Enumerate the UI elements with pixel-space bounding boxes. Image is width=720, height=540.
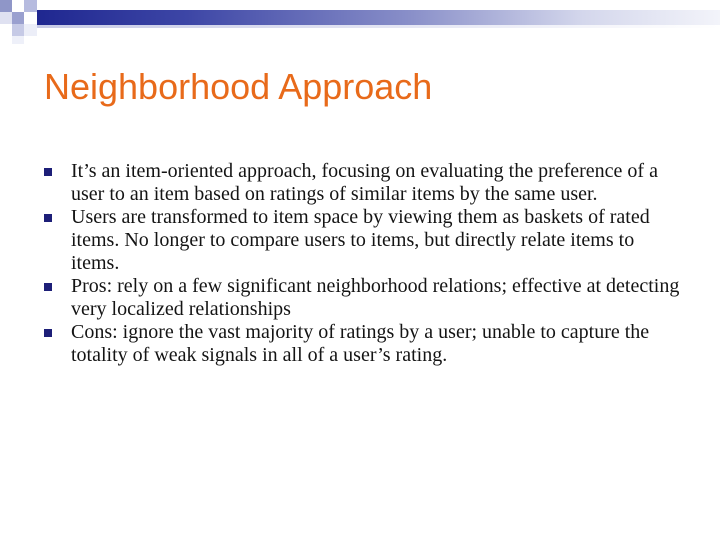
decorative-square [12,12,24,24]
decorative-square [24,24,37,36]
decorative-square [24,12,37,24]
bullet-item [44,160,684,206]
bullet-text: Users are transformed to item space by viewing them as baskets of rated items. No longer to compare users to items, but directly relate items to items. [71,206,650,274]
bullet-item [44,275,684,321]
decorative-square [0,0,12,12]
square-bullet-icon [44,168,52,176]
decorative-square [0,24,12,36]
square-bullet-icon [44,283,52,291]
header-gradient-bar [37,10,720,25]
bullet-text: It’s an item-oriented approach, focusing on evaluating the preference of a user to an item based on ratings of similar items by the same user. [71,160,658,205]
square-bullet-icon [44,214,52,222]
slide-title: Neighborhood Approach [44,66,433,107]
bullet-item [44,206,684,275]
decorative-square [12,36,24,44]
bullet-text: Pros: rely on a few significant neighborhood relations; effective at detecting very localized relationships [71,275,680,320]
decorative-square [24,0,37,12]
decorative-square [12,24,24,36]
bullet-text: Cons: ignore the vast majority of ratings by a user; unable to capture the totality of weak signals in all of a user’s rating. [71,321,650,366]
square-bullet-icon [44,329,52,337]
decorative-square [0,12,12,24]
decorative-square [12,0,24,12]
bullet-item [44,321,684,367]
header-bar-shadow [37,25,720,28]
bullet-list [44,160,684,367]
